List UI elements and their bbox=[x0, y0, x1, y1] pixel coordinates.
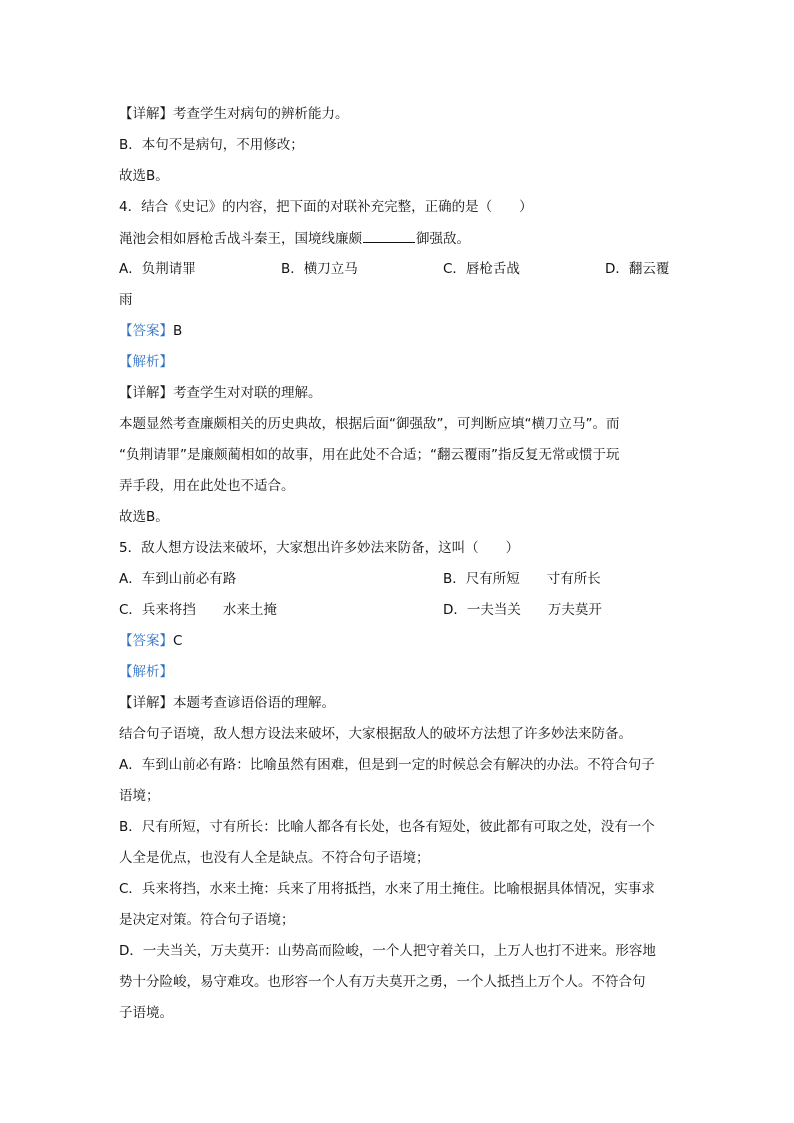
q3-option-b-note: B．本句不是病句，不用修改； bbox=[119, 137, 304, 153]
q4-couplet-after: 御强敌。 bbox=[416, 231, 470, 247]
q5-analysis-b-1: B．尺有所短，寸有所长：比喻人都各有长处，也各有短处，彼此都有可取之处，没有一个 bbox=[119, 819, 655, 835]
q4-option-b: B．横刀立马 bbox=[281, 261, 358, 277]
q4-answer bbox=[119, 321, 182, 341]
q4-option-d-wrap: 雨 bbox=[119, 292, 133, 308]
q4-option-a: A．负荆请罪 bbox=[119, 261, 196, 277]
q5-analysis-d-2: 势十分险峻，易守难攻。也形容一个人有万夫莫开之勇，一个人抵挡上万个人。不符合句 bbox=[119, 974, 646, 990]
q5-analysis-c-2: 是决定对策。符合句子语境； bbox=[119, 912, 295, 928]
q4-explanation-3: 弄手段，用在此处也不适合。 bbox=[119, 478, 295, 494]
q5-analysis-c-1: C．兵来将挡，水来土掩：兵来了用将抵挡，水来了用土掩住。比喻根据具体情况，实事求 bbox=[119, 881, 655, 897]
q5-question: 5．敌人想方设法来破坏，大家想出许多妙法来防备，这叫（ ） bbox=[119, 540, 520, 556]
q4-question: 4．结合《史记》的内容，把下面的对联补充完整，正确的是（ ） bbox=[119, 199, 533, 215]
answer-tag: 【答案】 bbox=[119, 633, 173, 649]
q4-explanation-2: “负荆请罪”是廉颇蔺相如的故事，用在此处不合适；“翻云覆雨”指反复无常或惯于玩 bbox=[119, 447, 620, 463]
answer-value: B bbox=[173, 323, 183, 339]
q4-analysis-tag: 【解析】 bbox=[119, 354, 173, 370]
q3-conclusion: 故选B。 bbox=[119, 168, 169, 184]
q4-option-c: C．唇枪舌战 bbox=[443, 261, 520, 277]
q5-detail: 【详解】本题考查谚语俗语的理解。 bbox=[119, 695, 335, 711]
q5-option-c: C．兵来将挡 水来土掩 bbox=[119, 602, 277, 618]
q5-option-b: B．尺有所短 寸有所长 bbox=[443, 571, 601, 587]
q5-analysis-b-2: 人全是优点，也没有人全是缺点。不符合句子语境； bbox=[119, 850, 430, 866]
q4-conclusion: 故选B。 bbox=[119, 509, 169, 525]
q4-blank bbox=[363, 228, 415, 243]
q4-detail: 【详解】考查学生对对联的理解。 bbox=[119, 385, 322, 401]
q5-analysis-a-2: 语境； bbox=[119, 788, 160, 804]
q5-option-d: D．一夫当关 万夫莫开 bbox=[443, 602, 602, 618]
q3-detail: 【详解】考查学生对病句的辨析能力。 bbox=[119, 106, 349, 122]
q5-analysis-tag: 【解析】 bbox=[119, 664, 173, 680]
q4-option-d: D．翻云覆 bbox=[605, 261, 670, 277]
q5-context: 结合句子语境，敌人想方设法来破坏，大家根据敌人的破坏方法想了许多妙法来防备。 bbox=[119, 726, 632, 742]
q4-couplet-before: 渑池会相如唇枪舌战斗秦王，国境线廉颇 bbox=[119, 231, 362, 247]
q5-option-a: A．车到山前必有路 bbox=[119, 571, 237, 587]
q4-explanation-1: 本题显然考查廉颇相关的历史典故，根据后面“御强敌”，可判断应填“横刀立马”。而 bbox=[119, 416, 620, 432]
answer-tag: 【答案】 bbox=[119, 323, 173, 339]
q5-analysis-a-1: A．车到山前必有路：比喻虽然有困难，但是到一定的时候总会有解决的办法。不符合句子 bbox=[119, 757, 655, 773]
q5-analysis-d-1: D．一夫当关，万夫莫开：山势高而险峻，一个人把守着关口，上万人也打不进来。形容地 bbox=[119, 943, 656, 959]
q4-couplet bbox=[119, 228, 470, 249]
q5-answer bbox=[119, 631, 182, 651]
q5-analysis-d-3: 子语境。 bbox=[119, 1005, 173, 1021]
answer-value: C bbox=[173, 633, 183, 649]
